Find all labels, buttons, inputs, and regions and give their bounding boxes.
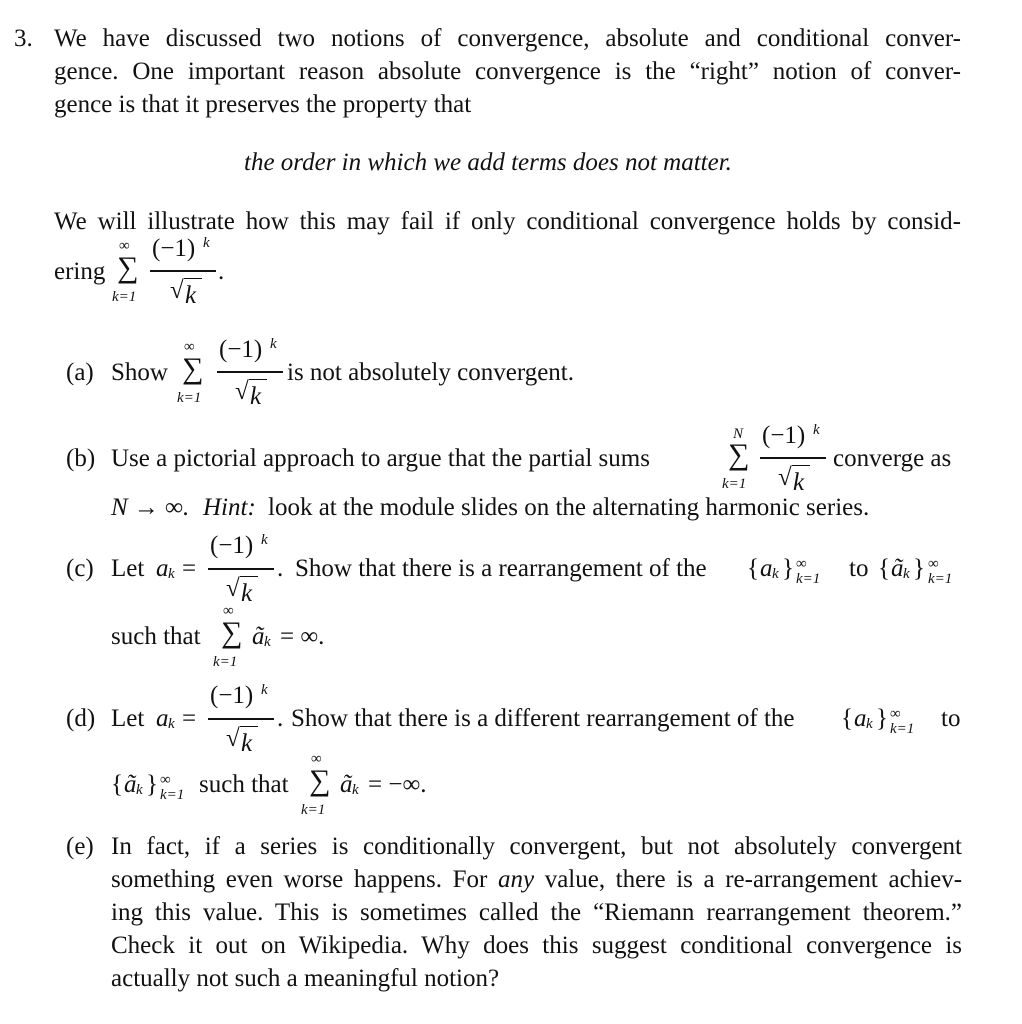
superscript-inf: ∞ [928,556,939,572]
part-c-to: to [849,555,869,582]
a-symbol: a [156,705,169,732]
a-tilde-symbol: ã [891,555,904,582]
sum-symbol: ∑ [728,438,750,471]
subscript-k: k [136,782,143,798]
fraction-bar [760,457,826,459]
subscript-k-eq-1: k=1 [890,721,915,737]
fraction-bar [208,568,274,570]
sqrt-symbol: √ [226,575,240,602]
intro-line-3: gence is that it preserves the property that [54,91,472,118]
equals-infinity: = ∞. [280,623,325,650]
sum-upper-limit: N [733,426,744,442]
a-tilde-symbol: ã [252,623,265,650]
subscript-k: k [903,566,910,582]
exponent-k: k [261,532,268,548]
part-c-such-that: such that [111,623,201,650]
part-d-to: to [941,705,961,732]
equals: = [182,705,197,732]
part-b-limit: N → ∞. [111,494,190,521]
intro-line-1: We have discussed two notions of convergence, absolute and conditional conver- [54,25,961,52]
a-tilde-symbol: ã [340,771,353,798]
sum-lower-limit: k=1 [112,289,137,305]
exponent-k: k [813,422,820,438]
fraction-numerator: (−1) [762,422,806,449]
part-a-label: (a) [66,359,94,386]
sum-lower-limit: k=1 [722,476,747,492]
equals-minus-infinity: = −∞. [368,771,427,798]
rbrace: } [913,555,925,582]
part-e-line-4: Check it out on Wikipedia. Why does this suggest conditional convergence is [111,932,962,959]
superscript-inf: ∞ [796,556,807,572]
sqrt-symbol: √ [778,464,792,491]
sum-symbol: ∑ [117,251,139,284]
sum-symbol: ∑ [309,764,331,797]
sum-upper-limit: ∞ [223,603,234,619]
subscript-k: k [168,716,175,732]
part-b-text: Use a pictorial approach to argue that the partial sums [111,445,650,472]
part-d-text: Show that there is a different rearrangement of the [291,705,795,732]
subscript-k: k [264,634,271,650]
part-a-show: Show [111,359,168,386]
sqrt-radicand: k [241,580,253,607]
equals: = [182,555,197,582]
sqrt-radicand: k [241,730,253,757]
lbrace: { [878,555,890,582]
fraction-numerator: (−1) [210,532,254,559]
part-e-line-5: actually not such a meaningful notion? [111,965,500,992]
sqrt-symbol: √ [235,378,249,405]
subscript-k: k [866,716,873,732]
subscript-k-eq-1: k=1 [796,571,821,587]
fraction-numerator: (−1) [210,682,254,709]
subscript-k: k [772,566,779,582]
part-c-text: Show that there is a rearrangement of the [295,555,707,582]
a-symbol: a [854,705,867,732]
quote-line: the order in which we add terms does not matter. [244,149,732,176]
exponent-k: k [261,682,268,698]
superscript-inf: ∞ [890,706,901,722]
period: . [277,555,284,582]
fraction-numerator: (−1) [219,336,263,363]
rbrace: } [146,771,158,798]
lbrace: { [747,555,759,582]
sum-lower-limit: k=1 [177,390,202,406]
exponent-k: k [203,235,210,251]
fraction-numerator: (−1) [152,235,196,262]
period: . [218,258,225,285]
subscript-k: k [352,782,359,798]
part-a-text: is not absolutely convergent. [287,359,574,386]
part-c-label: (c) [66,555,94,582]
sum-upper-limit: ∞ [311,751,322,767]
fraction-bar [150,270,216,272]
part-b-hint-label: Hint: [203,494,256,521]
sum-upper-limit: ∞ [119,238,130,254]
rbrace: } [876,705,888,732]
subscript-k: k [168,566,175,582]
part-e-label: (e) [66,833,94,860]
sum-symbol: ∑ [182,352,204,385]
lbrace: { [841,705,853,732]
fraction-bar [217,371,283,373]
part-e-line-3: ing this value. This is sometimes called the “Riemann rearrangement theorem.” [111,899,962,926]
illustrate-line-1: We will illustrate how this may fail if only conditional convergence holds by consid- [54,208,961,235]
sum-lower-limit: k=1 [301,802,326,818]
part-d-such-that: such that [199,771,289,798]
sqrt-symbol: √ [170,277,184,304]
period: . [277,705,284,732]
subscript-k-eq-1: k=1 [160,787,185,803]
part-e-line-1: In fact, if a series is conditionally convergent, but not absolutely convergent [111,833,962,860]
a-symbol: a [156,555,169,582]
ering-word: ering [54,258,106,285]
exponent-k: k [270,336,277,352]
part-c-let: Let [111,555,145,582]
part-b-converge: converge as [833,445,952,472]
fraction-bar [208,718,274,720]
lbrace: { [111,771,123,798]
a-tilde-symbol: ã [124,771,137,798]
problem-number: 3. [14,25,33,52]
sqrt-radicand: k [250,383,262,410]
intro-line-2: gence. One important reason absolute convergence is the “right” notion of conver- [54,58,961,85]
sqrt-radicand: k [793,469,805,496]
part-e-line-2: something even worse happens. For any value, there is a re-arrangement achiev- [111,866,962,893]
sum-symbol: ∑ [221,616,243,649]
part-d-label: (d) [66,705,96,732]
subscript-k-eq-1: k=1 [928,571,953,587]
part-b-label: (b) [66,445,96,472]
part-d-let: Let [111,705,145,732]
sqrt-symbol: √ [226,725,240,752]
a-symbol: a [760,555,773,582]
part-b-hint: look at the module slides on the alternating harmonic series. [268,494,870,521]
sum-lower-limit: k=1 [213,654,238,670]
rbrace: } [782,555,794,582]
sum-upper-limit: ∞ [184,339,195,355]
sqrt-radicand: k [185,282,197,309]
superscript-inf: ∞ [160,772,171,788]
